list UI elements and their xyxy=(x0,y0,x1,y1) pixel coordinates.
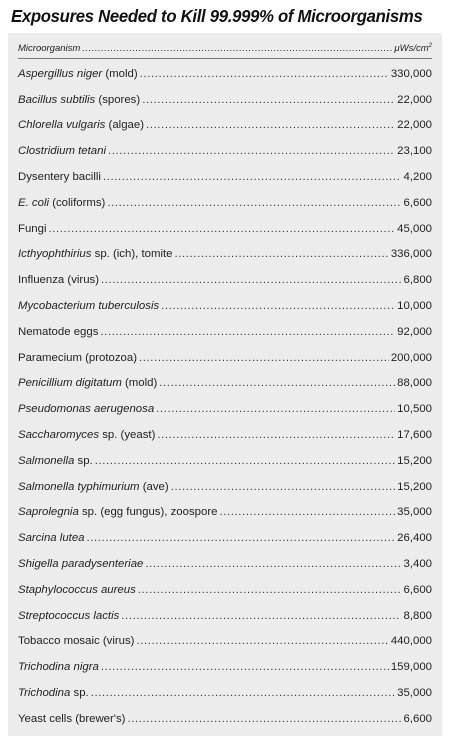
exposure-value: 159,000 xyxy=(390,661,432,674)
exposure-value: 3,400 xyxy=(403,558,432,571)
microorganism-name xyxy=(18,248,172,260)
leader-dots xyxy=(87,532,396,544)
microorganism-name-italic: Trichodina nigra xyxy=(18,661,99,674)
microorganism-name-plain: (mold) xyxy=(121,377,158,390)
leader-dots xyxy=(95,455,395,467)
table-row xyxy=(18,345,432,371)
table-row xyxy=(18,242,432,268)
leader-dots xyxy=(142,94,395,106)
column-header-exposure xyxy=(394,43,432,54)
leader-dots xyxy=(107,197,401,209)
microorganism-name xyxy=(18,300,159,312)
microorganism-name xyxy=(18,532,85,544)
microorganism-name xyxy=(18,94,140,106)
exposure-value: 200,000 xyxy=(390,351,432,364)
leader-dots xyxy=(159,377,395,389)
exposure-unit: μWs/cm xyxy=(394,43,429,55)
table-row xyxy=(18,422,432,448)
leader-dots xyxy=(138,584,402,596)
table-row xyxy=(18,629,432,655)
table-row xyxy=(18,267,432,293)
microorganism-name-plain: Dysentery bacilli xyxy=(18,171,101,184)
table-row xyxy=(18,87,432,113)
exposure-value: 4,200 xyxy=(403,171,432,184)
microorganism-name xyxy=(18,68,138,80)
exposure-value: 17,600 xyxy=(397,429,432,442)
table-row xyxy=(18,603,432,629)
microorganism-name xyxy=(18,326,98,338)
microorganism-name-italic: Icthyophthirius xyxy=(18,248,92,261)
table-row xyxy=(18,293,432,319)
microorganism-name-plain: Fungi xyxy=(18,222,47,235)
microorganism-name xyxy=(18,403,154,415)
microorganism-name xyxy=(18,713,125,725)
microorganism-name xyxy=(18,610,119,622)
exposure-value: 336,000 xyxy=(390,248,432,261)
exposure-value: 22,000 xyxy=(397,93,432,106)
table-panel xyxy=(8,33,442,736)
microorganism-name xyxy=(18,119,144,131)
microorganism-name-italic: Salmonella typhimurium xyxy=(18,480,140,493)
microorganism-name-italic: Clostridium tetani xyxy=(18,145,106,158)
exposure-value: 22,000 xyxy=(397,119,432,132)
table-row xyxy=(18,61,432,87)
table-row xyxy=(18,706,432,732)
microorganism-name-italic: Saprolegnia xyxy=(18,506,79,519)
microorganism-name xyxy=(18,661,99,673)
table-row xyxy=(18,654,432,680)
column-header-microorganism: Microorganism xyxy=(18,43,81,55)
microorganism-name-italic: Trichodina xyxy=(18,687,71,700)
table-row xyxy=(18,551,432,577)
table-row xyxy=(18,525,432,551)
exposure-value: 8,800 xyxy=(403,609,432,622)
table-row xyxy=(18,216,432,242)
microorganism-name-plain: Tobacco mosaic (virus) xyxy=(18,635,135,648)
leader-dots xyxy=(145,558,401,570)
leader-dots xyxy=(157,429,395,441)
microorganism-name xyxy=(18,455,93,467)
exposure-value: 10,500 xyxy=(397,403,432,416)
leader-dots xyxy=(171,481,395,493)
leader-dots xyxy=(101,661,389,673)
table-row xyxy=(18,577,432,603)
exposure-value: 88,000 xyxy=(397,377,432,390)
table-row xyxy=(18,680,432,706)
exposure-value: 35,000 xyxy=(397,506,432,519)
microorganism-name xyxy=(18,377,157,389)
microorganism-name-italic: Sarcina lutea xyxy=(18,532,85,545)
leader-dots xyxy=(100,326,395,338)
table-row xyxy=(18,371,432,397)
leader-dots xyxy=(127,713,401,725)
microorganism-name-plain: sp. xyxy=(70,687,89,700)
table-row xyxy=(18,319,432,345)
microorganism-name-plain: Paramecium (protozoa) xyxy=(18,351,138,364)
microorganism-name-italic: Streptococcus lactis xyxy=(18,609,120,622)
microorganism-name-italic: Mycobacterium tuberculosis xyxy=(18,300,160,313)
table-body xyxy=(18,61,432,732)
exposure-value: 35,000 xyxy=(397,687,432,700)
microorganism-name xyxy=(18,145,106,157)
leader-dots xyxy=(146,119,395,131)
leader-dots xyxy=(139,352,389,364)
leader-dots xyxy=(219,506,395,518)
microorganism-name-plain: (ave) xyxy=(139,480,169,493)
exposure-value: 15,200 xyxy=(397,480,432,493)
leader-dots xyxy=(49,223,396,235)
header-divider xyxy=(18,58,432,59)
microorganism-name xyxy=(18,635,134,647)
microorganism-name xyxy=(18,197,105,209)
microorganism-name-plain: sp. (egg fungus), zoospore xyxy=(78,506,218,519)
leader-dots xyxy=(121,610,401,622)
microorganism-name-plain: sp. xyxy=(74,454,93,467)
microorganism-name xyxy=(18,274,99,286)
exposure-value: 6,800 xyxy=(403,274,432,287)
leader-dots xyxy=(140,68,389,80)
header-leader-dots xyxy=(82,43,392,54)
microorganism-name xyxy=(18,429,155,441)
exposure-value: 23,100 xyxy=(397,145,432,158)
leader-dots xyxy=(91,687,395,699)
microorganism-name-italic: Bacillus subtilis xyxy=(18,93,96,106)
microorganism-name xyxy=(18,687,89,699)
leader-dots xyxy=(156,403,395,415)
microorganism-name-italic: Staphylococcus aureus xyxy=(18,583,136,596)
microorganism-name-plain: Nematode eggs xyxy=(18,325,99,338)
leader-dots xyxy=(161,300,395,312)
microorganism-name-italic: Aspergillus niger xyxy=(18,67,103,80)
microorganism-name-plain: Influenza (virus) xyxy=(18,274,100,287)
table-row xyxy=(18,474,432,500)
leader-dots xyxy=(136,635,388,647)
table-row xyxy=(18,448,432,474)
microorganism-name xyxy=(18,584,136,596)
leader-dots xyxy=(174,248,388,260)
microorganism-name-plain: (algae) xyxy=(105,119,144,132)
exposure-value: 6,600 xyxy=(403,583,432,596)
exposure-value: 6,600 xyxy=(403,712,432,725)
table-header xyxy=(18,43,432,57)
exposure-value: 10,000 xyxy=(397,300,432,313)
leader-dots xyxy=(108,145,395,157)
table-row xyxy=(18,164,432,190)
microorganism-name-italic: Penicillium digitatum xyxy=(18,377,122,390)
microorganism-name-plain: (coliforms) xyxy=(49,196,106,209)
exposure-value: 330,000 xyxy=(390,67,432,80)
microorganism-name xyxy=(18,506,217,518)
microorganism-name-italic: Salmonella xyxy=(18,454,75,467)
exposure-value: 6,600 xyxy=(403,196,432,209)
microorganism-name-italic: Chlorella vulgaris xyxy=(18,119,106,132)
microorganism-name-plain: Yeast cells (brewer's) xyxy=(18,712,126,725)
exposure-value: 45,000 xyxy=(397,222,432,235)
microorganism-name-plain: (mold) xyxy=(102,67,138,80)
microorganism-name xyxy=(18,352,137,364)
page-title: Exposures Needed to Kill 99.999% of Microorganisms xyxy=(11,6,423,26)
exposure-value: 92,000 xyxy=(397,325,432,338)
microorganism-name xyxy=(18,223,47,235)
microorganism-name-plain: sp. (ich), tomite xyxy=(91,248,173,261)
microorganism-name-italic: Pseudomonas aerugenosa xyxy=(18,403,155,416)
table-row xyxy=(18,138,432,164)
microorganism-name-plain: (spores) xyxy=(95,93,141,106)
microorganism-name-italic: Shigella paradysenteriae xyxy=(18,558,144,571)
leader-dots xyxy=(101,274,401,286)
table-row xyxy=(18,500,432,526)
microorganism-name xyxy=(18,481,169,493)
microorganism-name-plain: sp. (yeast) xyxy=(99,429,156,442)
microorganism-name xyxy=(18,171,101,183)
table-row xyxy=(18,113,432,139)
table-row xyxy=(18,396,432,422)
exposure-value: 440,000 xyxy=(390,635,432,648)
exposure-value: 15,200 xyxy=(397,454,432,467)
table-row xyxy=(18,190,432,216)
microorganism-name-italic: E. coli xyxy=(18,196,50,209)
microorganism-name xyxy=(18,558,143,570)
leader-dots xyxy=(103,171,402,183)
exposure-value: 26,400 xyxy=(397,532,432,545)
microorganism-name-italic: Saccharomyces xyxy=(18,429,100,442)
exposure-unit-superscript: 2 xyxy=(428,43,432,49)
